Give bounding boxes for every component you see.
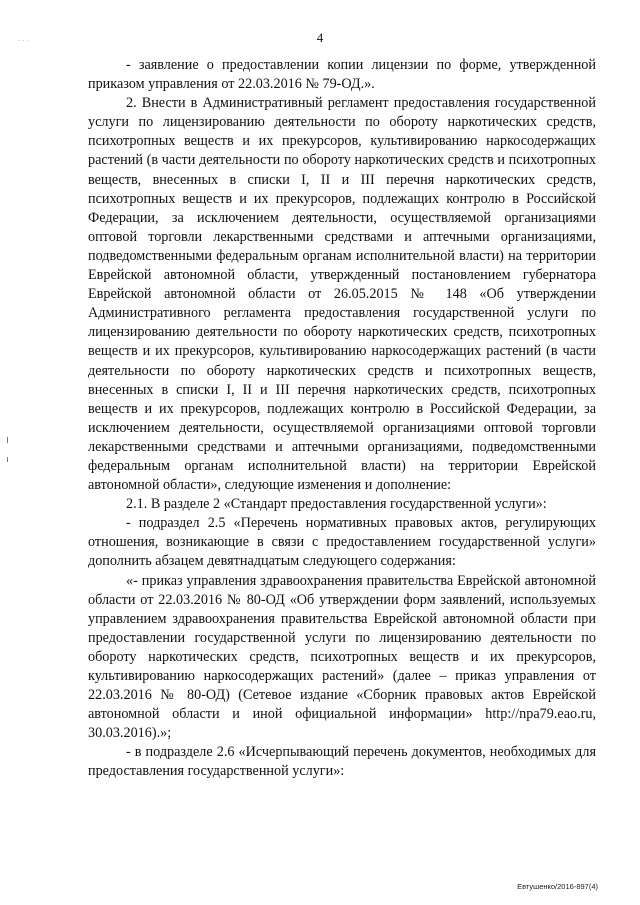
paragraph-order-quote: «- приказ управления здравоохранения правительства Еврейской автономной области от 22.03.2016 № 80-ОД «Об утверждении форм заявлений, используемых управлением здравоохранения правительства Еврейской автономной области при предоставлении государственной услуги по лицензированию деятельности по обороту наркотических средств, психотропных веществ и их прекурсоров, культивированию наркосодержащих растений» (далее – приказ управления от 22.03.2016 № 80-ОД) (Сетевое издание «Сборник правовых актов Еврейской автономной области и иной официальной информации» http://npa79.eao.ru, 30.03.2016).»; [88, 572, 596, 742]
paragraph-item-2: 2. Внести в Административный регламент предоставления государственной услуги по лицензированию деятельности по обороту наркотических средств, психотропных веществ и их прекурсоров, культивированию наркосодержащих растений (в части деятельности по обороту наркотических средств и психотропных веществ, внесенных в списки I, II и III перечня наркотических средств, психотропных веществ и их прекурсоров, подлежащих контролю в Российской Федерации, за исключением деятельности, осуществляемой организациями оптовой торговли лекарственными средствами и аптечными организациями, подведомственными федеральным органам исполнительной власти) на территории Еврейской автономной области, утвержденный постановлением губернатора Еврейской автономной области от 26.05.2015 № 148 «Об утверждении Административного регламента предоставления государственной услуги по лицензированию деятельности по обороту наркотических средств, психотропных веществ и их прекурсоров, культивированию наркосодержащих растений (в части деятельности по обороту наркотических средств и психотропных веществ, внесенных в списки I, II и III перечня наркотических средств, психотропных веществ и их прекурсоров, подлежащих контролю в Российской Федерации, за исключением деятельности, осуществляемой организациями оптовой торговли лекарственными средствами и аптечными организациями, подведомственными федеральным органам исполнительной власти) на территории Еврейской автономной области», следующие изменения и дополнение: [88, 95, 596, 494]
paragraph-application-copy: - заявление о предоставлении копии лицензии по форме, утвержденной приказом управления от 22.03.2016 № 79-ОД.». [88, 57, 596, 93]
scan-artifact: · · · [18, 37, 30, 45]
margin-mark [7, 437, 8, 443]
margin-mark [7, 457, 8, 462]
page-number: 4 [316, 30, 324, 45]
document-footer-code: Евтушенко/2016-897(4) [517, 882, 598, 891]
document-body [88, 56, 596, 782]
paragraph-item-2-1: 2.1. В разделе 2 «Стандарт предоставления государственной услуги»: [126, 496, 547, 513]
paragraph-subsection-2-5: - подраздел 2.5 «Перечень нормативных правовых актов, регулирующих отношения, возникающие в связи с предоставлением государственной услуги» дополнить абзацем девятнадцатым следующего содержания: [88, 515, 596, 570]
paragraph-subsection-2-6: - в подразделе 2.6 «Исчерпывающий перечень документов, необходимых для предоставления государственной услуги»: [88, 744, 596, 780]
